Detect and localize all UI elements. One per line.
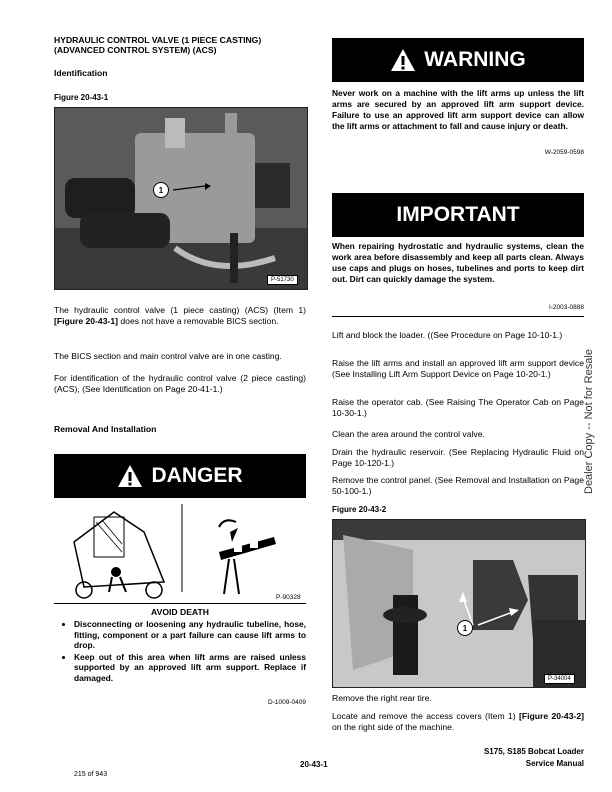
danger-bullets <box>54 619 306 684</box>
step-4: Clean the area around the control valve. <box>332 429 485 439</box>
danger-code: D-1009-0409 <box>268 699 306 706</box>
step-2: Raise the lift arms and install an approved lift arm support device (See Installing Lift Arm Support Device on Page 10-20-1.) <box>332 358 584 379</box>
paragraph-2: The BICS section and main control valve are in one casting. <box>54 351 282 361</box>
warning-label: WARNING <box>424 48 526 71</box>
access-cover-illustration <box>333 520 585 687</box>
page-count: 215 of 943 <box>74 771 108 778</box>
step-remove-covers: Locate and remove the access covers (Item 1) [Figure 20-43-2] on the right side of the machine. <box>332 711 584 732</box>
bullet-item: • Keep out of this area when lift arms are raised unless supported by an approved lift arm support. Replace if damaged. <box>74 652 306 684</box>
paragraph-1: The hydraulic control valve (1 piece casting) (ACS) (Item 1) [Figure 20-43-1] does not have a removable BICS section. <box>54 305 306 326</box>
warning-banner <box>332 38 584 82</box>
figure-1-label: Figure 20-43-1 <box>54 93 109 102</box>
important-code: I-2003-0888 <box>548 304 584 311</box>
figure-2-callout: 1 <box>457 620 473 636</box>
warning-triangle-icon <box>117 464 143 488</box>
danger-banner <box>54 454 306 498</box>
figure-ref: [Figure 20-43-1] <box>54 316 118 326</box>
page-number: 20-43-1 <box>300 760 328 769</box>
dealer-copy-text: Dealer Copy -- Not for Resale <box>583 349 595 494</box>
danger-label: DANGER <box>151 464 243 487</box>
dealer-copy-sidebar <box>583 294 599 494</box>
figure-1-callout: 1 <box>153 182 169 198</box>
step-1: Lift and block the loader. ((See Procedure on Page 10-10-1.) <box>332 330 563 340</box>
step-6: Remove the control panel. (See Removal and Installation on Page 50-100-1.) <box>332 475 584 496</box>
identification-heading: Identification <box>54 68 108 78</box>
danger-illustration <box>54 502 306 602</box>
figure-1-tag: P-51730 <box>267 275 298 285</box>
important-banner: IMPORTANT <box>332 193 584 237</box>
danger-tag: P-90328 <box>276 594 301 601</box>
manual-name: Service Manual <box>525 759 584 768</box>
important-text: When repairing hydrostatic and hydraulic systems, clean the work area before disassembly and keep all parts clean. Always use caps and plugs on hoses, tubelines and ports to keep dirt out. Dirt can quickly damage the system. <box>332 241 584 284</box>
warning-code: W-2059-0598 <box>544 149 584 156</box>
warning-triangle-icon <box>390 48 416 72</box>
step-remove-tire: Remove the right rear tire. <box>332 693 432 703</box>
figure-2-label: Figure 20-43-2 <box>332 505 387 514</box>
paragraph-3: For identification of the hydraulic control valve (2 piece casting) (ACS), (See Identification on Page 20-41-1.) <box>54 373 306 394</box>
step-3: Raise the operator cab. (See Raising The Operator Cab on Page 10-30-1.) <box>332 397 584 418</box>
removal-heading: Removal And Installation <box>54 424 157 434</box>
control-valve-illustration <box>55 108 307 289</box>
page-title: HYDRAULIC CONTROL VALVE (1 PIECE CASTING) (ADVANCED CONTROL SYSTEM) (ACS) <box>54 35 262 55</box>
figure-ref: [Figure 20-43-2] <box>519 711 584 721</box>
bullet-item: • Disconnecting or loosening any hydraulic tubeline, hose, fitting, component or a part failure can cause lift arms to drop. <box>74 619 306 651</box>
figure-1-photo <box>54 107 308 290</box>
lift-arm-hazard-icon <box>54 502 306 602</box>
figure-2-tag: P-34004 <box>544 674 575 684</box>
warning-text: Never work on a machine with the lift arms up unless the lift arms are secured by an approved lift arm support device. Failure to use an approved lift arm support device can allow the lift arms or attachment to fall and cause injury or death. <box>332 88 584 131</box>
avoid-death-heading: AVOID DEATH <box>151 607 209 617</box>
figure-2-photo <box>332 519 586 688</box>
step-5: Drain the hydraulic reservoir. (See Replacing Hydraulic Fluid on Page 10-120-1.) <box>332 447 584 468</box>
product-name: S175, S185 Bobcat Loader <box>483 747 584 756</box>
